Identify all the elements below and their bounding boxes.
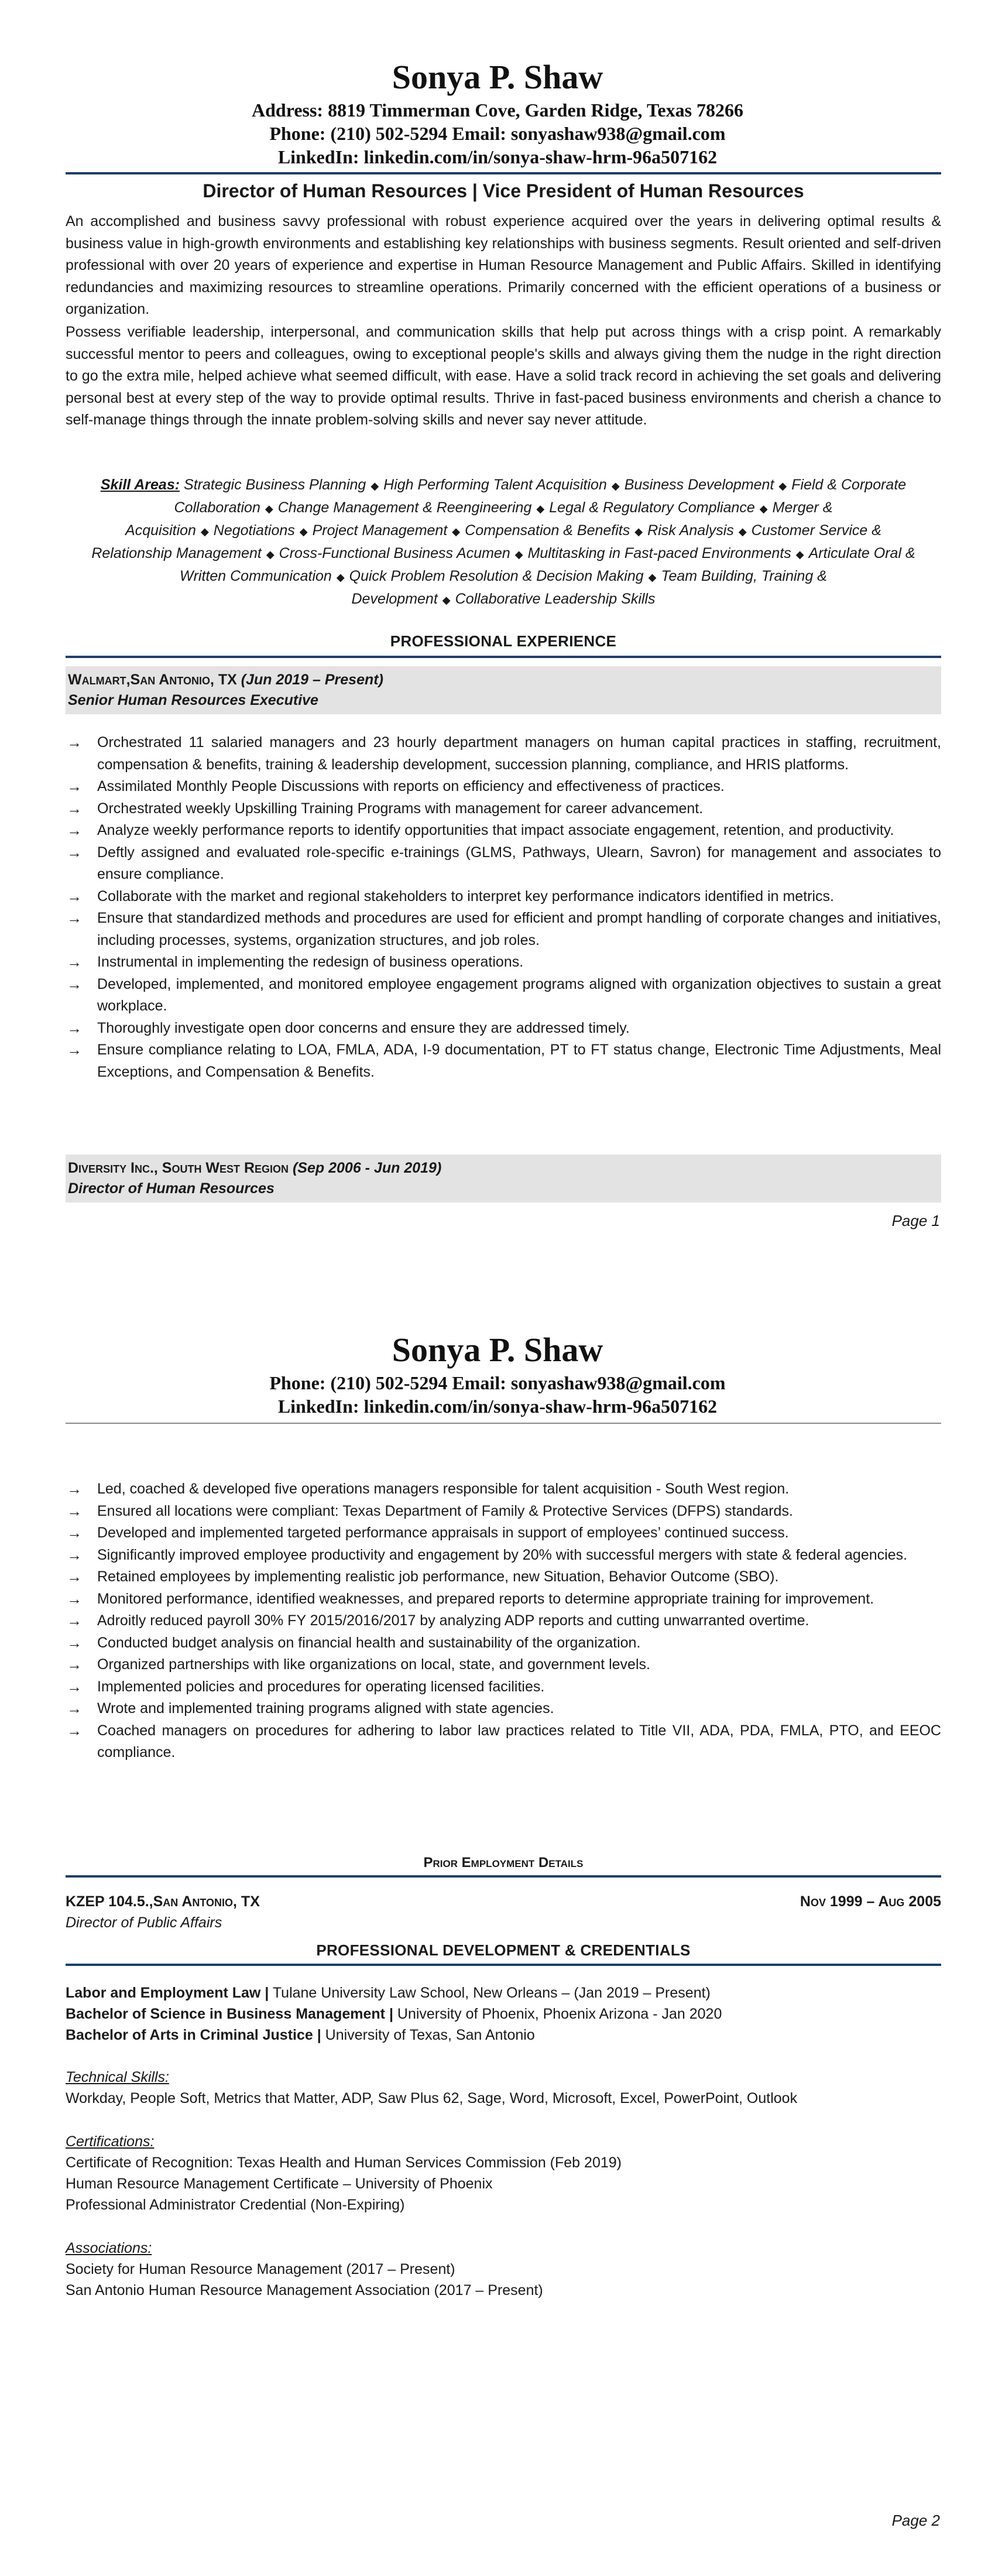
list-item bbox=[66, 1478, 941, 1501]
certifications bbox=[66, 2131, 941, 2215]
diamond-separator-icon: ◆ bbox=[442, 594, 451, 606]
diamond-separator-icon: ◆ bbox=[795, 549, 804, 560]
arrow-bullet-icon: → bbox=[67, 1590, 82, 1608]
education-item bbox=[66, 1982, 941, 2003]
education-list bbox=[66, 1982, 941, 2046]
diamond-separator-icon: ◆ bbox=[336, 571, 345, 583]
bullet-text: Developed and implemented targeted performance appraisals in support of employees’ continued success. bbox=[97, 1525, 789, 1541]
arrow-bullet-icon: → bbox=[67, 1019, 82, 1037]
job-header-diversity bbox=[66, 1155, 941, 1203]
diamond-separator-icon: ◆ bbox=[370, 480, 379, 492]
list-item bbox=[66, 1039, 941, 1083]
diamond-separator-icon: ◆ bbox=[266, 549, 275, 560]
skill-item: Multitasking in Fast-paced Environments bbox=[527, 545, 791, 561]
job-company: Diversity Inc., South West Region bbox=[68, 1160, 289, 1176]
degree-name: Labor and Employment Law | bbox=[66, 1985, 269, 2001]
certifications-label: Certifications: bbox=[66, 2133, 155, 2150]
bullet-text: Retained employees by implementing realistic job performance, new Situation, Behavior Outcome (SBO). bbox=[97, 1568, 779, 1585]
skill-item: High Performing Talent Acquisition bbox=[383, 477, 607, 493]
arrow-bullet-icon: → bbox=[67, 821, 82, 839]
bullet-text: Deftly assigned and evaluated role-specific e-trainings (GLMS, Pathways, Ulearn, Savron) for management and associates to ensure compliance. bbox=[97, 844, 941, 882]
header-divider bbox=[66, 172, 941, 174]
skill-item: Cross-Functional Business Acumen bbox=[279, 545, 510, 561]
list-item bbox=[66, 1698, 941, 1720]
bullet-text: Significantly improved employee productivity and engagement by 20% with successful mergers with state & federal agencies. bbox=[97, 1546, 908, 1563]
arrow-bullet-icon: → bbox=[67, 909, 82, 927]
list-item bbox=[66, 1676, 941, 1698]
bullet-text: Conducted budget analysis on financial health and sustainability of the organization. bbox=[97, 1634, 641, 1651]
list-item bbox=[66, 842, 941, 886]
bullet-text: Implemented policies and procedures for operating licensed facilities. bbox=[97, 1678, 545, 1695]
arrow-bullet-icon: → bbox=[67, 1656, 82, 1673]
prior-role: Director of Public Affairs bbox=[66, 1914, 222, 1931]
arrow-bullet-icon: → bbox=[67, 1721, 82, 1739]
arrow-bullet-icon: → bbox=[67, 799, 82, 817]
skill-item: Quick Problem Resolution & Decision Making bbox=[349, 568, 644, 584]
resume-page-2 bbox=[0, 1288, 995, 2576]
address-line: Address: 8819 Timmerman Cove, Garden Ridge, Texas 78266 bbox=[251, 100, 744, 121]
job-dates: (Sep 2006 - Jun 2019) bbox=[292, 1160, 442, 1176]
associations-label: Associations: bbox=[66, 2240, 152, 2256]
bullet-text: Monitored performance, identified weaknesses, and prepared reports to determine appropriate training for improvement. bbox=[97, 1590, 874, 1607]
job-company: Walmart,San Antonio, TX bbox=[68, 672, 237, 688]
arrow-bullet-icon: → bbox=[67, 777, 82, 795]
skill-areas-label: Skill Areas: bbox=[100, 477, 180, 493]
bullet-text: Instrumental in implementing the redesign of business operations. bbox=[97, 954, 524, 970]
arrow-bullet-icon: → bbox=[67, 1568, 82, 1585]
candidate-name: Sonya P. Shaw bbox=[392, 1331, 603, 1369]
experience-divider bbox=[66, 656, 941, 658]
skill-item: Strategic Business Planning bbox=[184, 477, 366, 493]
bullet-text: Ensure compliance relating to LOA, FMLA, ADA, I-9 documentation, PT to FT status change, Electronic Time Adjustments, Meal Exceptions, and Compensation & Benefits. bbox=[97, 1042, 941, 1080]
list-item bbox=[66, 732, 941, 776]
arrow-bullet-icon: → bbox=[67, 1502, 82, 1520]
development-section-title: PROFESSIONAL DEVELOPMENT & CREDENTIALS bbox=[316, 1941, 691, 1959]
skill-areas bbox=[88, 474, 919, 611]
experience-section-title: PROFESSIONAL EXPERIENCE bbox=[390, 632, 617, 650]
diamond-separator-icon: ◆ bbox=[759, 503, 768, 515]
skill-item: Collaborative Leadership Skills bbox=[455, 591, 656, 607]
list-item bbox=[66, 1720, 941, 1764]
arrow-bullet-icon: → bbox=[67, 1524, 82, 1542]
skill-item: Negotiations bbox=[213, 522, 295, 539]
job-role: Director of Human Resources bbox=[68, 1180, 275, 1197]
job-role: Senior Human Resources Executive bbox=[68, 692, 318, 708]
header-divider bbox=[66, 1423, 941, 1424]
bullet-text: Ensure that standardized methods and procedures are used for efficient and prompt handling of corporate changes and initiatives, including processes, systems, organization structures, and job roles. bbox=[97, 910, 941, 948]
list-item bbox=[66, 1588, 941, 1611]
certification-item: Human Resource Management Certificate – University of Phoenix bbox=[66, 2176, 493, 2192]
list-item bbox=[66, 1544, 941, 1567]
skill-item: Customer Service & Relationship Management bbox=[91, 522, 881, 561]
bullet-text: Wrote and implemented training programs aligned with state agencies. bbox=[97, 1700, 554, 1717]
list-item bbox=[66, 820, 941, 842]
development-divider bbox=[66, 1964, 941, 1966]
list-item bbox=[66, 907, 941, 951]
phone-email-line: Phone: (210) 502-5294 Email: sonyashaw938@gmail.com bbox=[269, 123, 726, 144]
arrow-bullet-icon: → bbox=[67, 734, 82, 751]
list-item bbox=[66, 1522, 941, 1544]
walmart-bullet-list bbox=[66, 732, 941, 1083]
diamond-separator-icon: ◆ bbox=[265, 503, 273, 515]
phone-email-line: Phone: (210) 502-5294 Email: sonyashaw938@gmail.com bbox=[269, 1372, 726, 1393]
candidate-name: Sonya P. Shaw bbox=[392, 58, 603, 96]
diamond-separator-icon: ◆ bbox=[611, 480, 620, 492]
linkedin-line: LinkedIn: linkedin.com/in/sonya-shaw-hrm-96a507162 bbox=[277, 1396, 718, 1417]
association-item: Society for Human Resource Management (2017 – Present) bbox=[66, 2261, 455, 2277]
technical-skills-label: Technical Skills: bbox=[66, 2069, 169, 2085]
list-item bbox=[66, 1501, 941, 1523]
bullet-text: Thoroughly investigate open door concerns and ensure they are addressed timely. bbox=[97, 1019, 630, 1036]
arrow-bullet-icon: → bbox=[67, 1480, 82, 1498]
degree-name: Bachelor of Arts in Criminal Justice | bbox=[66, 2027, 321, 2043]
degree-detail: Tulane University Law School, New Orleans – (Jan 2019 – Present) bbox=[269, 1985, 711, 2001]
diamond-separator-icon: ◆ bbox=[200, 526, 209, 537]
bullet-text: Collaborate with the market and regional stakeholders to interpret key performance indicators identified in metrics. bbox=[97, 888, 834, 905]
list-item bbox=[66, 776, 941, 798]
diamond-separator-icon: ◆ bbox=[536, 503, 545, 515]
diamond-separator-icon: ◆ bbox=[514, 549, 523, 560]
arrow-bullet-icon: → bbox=[67, 1612, 82, 1629]
prior-company: KZEP 104.5.,San Antonio, TX bbox=[66, 1893, 260, 1910]
list-item bbox=[66, 1632, 941, 1654]
prior-employment-title: Prior Employment Details bbox=[423, 1855, 584, 1871]
bullet-text: Assimilated Monthly People Discussions with reports on efficiency and effectiveness of practices. bbox=[97, 778, 725, 794]
degree-detail: University of Phoenix, Phoenix Arizona - Jan 2020 bbox=[393, 2006, 722, 2022]
diamond-separator-icon: ◆ bbox=[648, 571, 657, 583]
job-dates: (Jun 2019 – Present) bbox=[241, 672, 383, 688]
bullet-text: Led, coached & developed five operations managers responsible for talent acquisition - South West region. bbox=[97, 1481, 790, 1497]
arrow-bullet-icon: → bbox=[67, 1677, 82, 1695]
list-item bbox=[66, 951, 941, 974]
skill-item: Merger & Acquisition bbox=[125, 499, 833, 539]
list-item bbox=[66, 1610, 941, 1632]
skill-item: Team Building, Training & Development bbox=[351, 568, 827, 607]
bullet-text: Coached managers on procedures for adhering to labor law practices related to Title VII, ADA, PDA, FMLA, PTO, and EEOC compliance. bbox=[97, 1722, 941, 1760]
headline: Director of Human Resources | Vice President of Human Resources bbox=[203, 180, 804, 201]
arrow-bullet-icon: → bbox=[67, 953, 82, 971]
associations bbox=[66, 2238, 941, 2301]
list-item bbox=[66, 974, 941, 1018]
bullet-text: Orchestrated 11 salaried managers and 23 hourly department managers on human capital practices in staffing, recruitment, compensation & benefits, training & leadership development, succession planning, compliance, and HRIS platforms. bbox=[97, 734, 941, 773]
bullet-text: Adroitly reduced payroll 30% FY 2015/2016/2017 by analyzing ADP reports and cutting unwarranted overtime. bbox=[97, 1612, 809, 1629]
degree-name: Bachelor of Science in Business Management | bbox=[66, 2006, 393, 2022]
certification-item: Professional Administrator Credential (Non-Expiring) bbox=[66, 2197, 405, 2213]
prior-employment-entry bbox=[66, 1891, 941, 1933]
technical-skills bbox=[66, 2067, 941, 2109]
job-header-walmart bbox=[66, 666, 941, 714]
list-item bbox=[66, 886, 941, 908]
page-number: Page 1 bbox=[891, 1212, 940, 1229]
bullet-text: Orchestrated weekly Upskilling Training Programs with management for career advancement. bbox=[97, 800, 704, 817]
prior-employment-divider bbox=[66, 1875, 941, 1878]
technical-skills-text: Workday, People Soft, Metrics that Matter, ADP, Saw Plus 62, Sage, Word, Microsoft, Excel, PowerPoint, Outlook bbox=[66, 2090, 798, 2106]
degree-detail: University of Texas, San Antonio bbox=[321, 2027, 535, 2043]
arrow-bullet-icon: → bbox=[67, 887, 82, 905]
arrow-bullet-icon: → bbox=[67, 843, 82, 861]
list-item bbox=[66, 1566, 941, 1588]
skill-item: Risk Analysis bbox=[647, 522, 734, 539]
bullet-text: Ensured all locations were compliant: Texas Department of Family & Protective Services (DFPS) standards. bbox=[97, 1502, 793, 1519]
arrow-bullet-icon: → bbox=[67, 975, 82, 993]
page-number: Page 2 bbox=[891, 2512, 940, 2529]
list-item bbox=[66, 1654, 941, 1676]
diamond-separator-icon: ◆ bbox=[634, 526, 643, 537]
diamond-separator-icon: ◆ bbox=[778, 480, 787, 492]
linkedin-line: LinkedIn: linkedin.com/in/sonya-shaw-hrm-96a507162 bbox=[277, 146, 718, 167]
bullet-text: Analyze weekly performance reports to identify opportunities that impact associate engagement, retention, and productivity. bbox=[97, 822, 894, 838]
certification-item: Certificate of Recognition: Texas Health and Human Services Commission (Feb 2019) bbox=[66, 2154, 622, 2171]
skill-item: Business Development bbox=[624, 477, 774, 493]
education-item bbox=[66, 2003, 941, 2025]
association-item: San Antonio Human Resource Management Association (2017 – Present) bbox=[66, 2282, 543, 2298]
arrow-bullet-icon: → bbox=[67, 1633, 82, 1652]
arrow-bullet-icon: → bbox=[67, 1041, 82, 1059]
diamond-separator-icon: ◆ bbox=[299, 526, 308, 537]
bullet-text: Organized partnerships with like organizations on local, state, and government levels. bbox=[97, 1656, 650, 1673]
arrow-bullet-icon: → bbox=[67, 1700, 82, 1717]
list-item bbox=[66, 1018, 941, 1040]
skill-item: Change Management & Reengineering bbox=[277, 499, 532, 516]
skill-item: Legal & Regulatory Compliance bbox=[549, 499, 755, 516]
skill-item: Compensation & Benefits bbox=[465, 522, 630, 539]
diversity-bullet-list bbox=[66, 1478, 941, 1764]
arrow-bullet-icon: → bbox=[67, 1546, 82, 1564]
skill-item: Articulate Oral & Written Communication bbox=[180, 545, 915, 584]
bullet-text: Developed, implemented, and monitored employee engagement programs aligned with organization objectives to sustain a great workplace. bbox=[97, 975, 941, 1014]
summary-paragraph-2: Possess verifiable leadership, interpersonal, and communication skills that help put across things with a crisp point. A remarkably successful mentor to peers and colleagues, owing to exceptional people's skills and always giving them the nudge in the right direction to go the extra mile, helped achieve what seemed difficult, with ease. Have a solid track record in achieving the set goals and delivering personal best at every step of the way to provide optimal results. Thrive in fast-paced business environments and cherish a chance to self-manage things through the innate problem-solving skills and never say never attitude. bbox=[66, 324, 941, 428]
prior-dates: Nov 1999 – Aug 2005 bbox=[800, 1893, 941, 1910]
education-item bbox=[66, 2025, 941, 2046]
diamond-separator-icon: ◆ bbox=[738, 526, 747, 537]
skill-item: Project Management bbox=[312, 522, 448, 539]
summary-paragraph-1: An accomplished and business savvy professional with robust experience acquired over the years in delivering optimal results & business value in high-growth environments and establishing key relationships with business segments. Result oriented and self-driven professional with over 20 years of experience and expertise in Human Resource Management and Public Affairs. Skilled in identifying redundancies and maximizing resources to streamline operations. Primarily concerned with the efficient operations of a business or organization. bbox=[66, 213, 941, 317]
diamond-separator-icon: ◆ bbox=[452, 526, 461, 537]
list-item bbox=[66, 798, 941, 820]
skill-item: Field & Corporate Collaboration bbox=[174, 477, 907, 516]
